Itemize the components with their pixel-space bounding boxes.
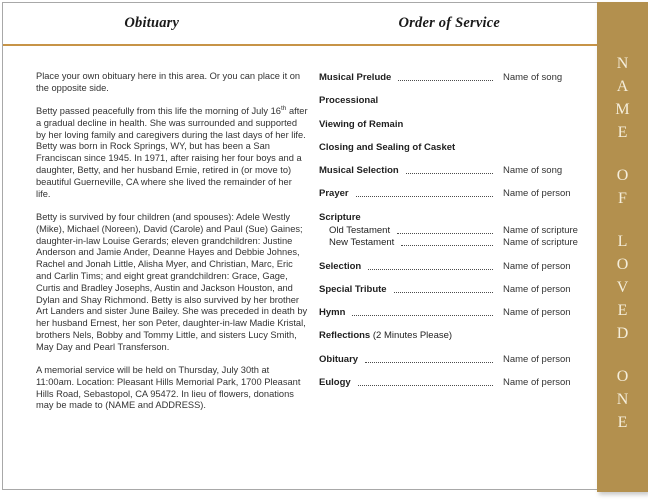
obituary-paragraph: Betty passed peacefully from this life the morning of July 16th after a gradual decline in health. She was surrounded and supported by her loving family and caregivers during the last days of her life. Betty was born in Rock Springs, WY, but has been a San Franciscan since 1945. In 1971, after raising her four boys and a daughter, Betty, and her husband Ernie, retired in (or move to) beautiful Guerneville, CA where she lived the remainder of her life. <box>36 105 308 199</box>
obituary-paragraph: Place your own obituary here in this area. Or you can place it on the opposite side. <box>36 71 301 93</box>
dotted-leader <box>398 80 493 81</box>
service-item-value: Name of person <box>503 353 571 365</box>
banner-letter: D <box>616 325 629 342</box>
service-item-row <box>329 225 583 236</box>
service-item-row <box>319 212 583 223</box>
service-item-row <box>319 119 583 130</box>
obituary-section-title: Obituary <box>124 15 180 31</box>
service-item-label: Musical Prelude <box>319 72 392 83</box>
service-item-label: Scripture <box>319 211 361 223</box>
service-item-value: Name of scripture <box>503 237 578 249</box>
service-item-label: Processional <box>319 95 379 107</box>
service-item-label: Closing and Sealing of Casket <box>319 141 456 153</box>
service-item-note: (2 Minutes Please) <box>370 330 453 342</box>
service-item-label: Old Testament <box>329 224 391 236</box>
service-item-value: Name of person <box>503 260 571 272</box>
banner-letter: A <box>616 78 629 95</box>
banner-word <box>617 230 629 345</box>
service-item-row <box>319 95 583 106</box>
service-item-value: Name of scripture <box>503 224 578 236</box>
service-item-label: Viewing of Remain <box>319 118 404 130</box>
service-item-row <box>319 330 583 341</box>
service-item-value: Name of song <box>503 72 563 83</box>
dotted-leader <box>401 245 493 246</box>
dotted-leader <box>358 385 493 386</box>
service-item-label: Musical Selection <box>319 165 399 177</box>
dotted-leader <box>365 362 493 363</box>
service-item-row <box>319 165 583 176</box>
obituary-paragraph: Betty is survived by four children (and spouses): Adele Westly (Mike), Michael (Noreen), David (Carole) and Paul (Sue) Gaines; daughter-in-law Louise Gerards; eleven grandchildren: Justine Anderson and Jamie Ander, Deanne Hayes and Debbie Johnes, Rachel and Jonah Little, Alisha Myer, and Christian, Marc, Eric and Carlin Tims; and eight great grandchildren: Grace, Gage, Curtis and Bradley Josephs, Austin and Jackson Houston, and Dylan and Shay Richmond. Betty is also survived by her brother Art Landers and sister June Bailey. She was preceded in death by her husband Ernest, her son Peter, daughter-in-law Madie Kristal, brothers Nels, Bobby and Tommy Little, and sisters Lucy Smith, May Day and Pearl Transferson. <box>36 211 308 352</box>
banner-letter: N <box>616 391 629 408</box>
service-item-value: Name of person <box>503 307 571 319</box>
order-of-service-list <box>319 72 583 400</box>
banner-letter: O <box>616 167 629 184</box>
banner-letter: V <box>616 279 629 296</box>
service-item-label: Reflections <box>319 330 371 342</box>
banner-word <box>615 52 629 144</box>
order-of-service-section-title: Order of Service <box>398 15 500 31</box>
banner-letter: E <box>617 414 628 431</box>
dotted-leader <box>397 233 493 234</box>
dotted-leader <box>352 315 493 316</box>
service-item-row <box>319 188 583 199</box>
service-item-value: Name of person <box>503 377 571 389</box>
obituary-text-block <box>36 71 308 424</box>
service-item-row <box>319 142 583 153</box>
dotted-leader <box>406 173 493 174</box>
dotted-leader <box>394 292 493 293</box>
banner-letter: M <box>615 101 630 118</box>
service-item-row <box>319 307 583 318</box>
loved-one-name-banner <box>597 2 648 492</box>
service-item-label: Hymn <box>319 307 346 319</box>
service-item-row <box>319 377 583 388</box>
service-item-label: Selection <box>319 260 362 272</box>
banner-word <box>617 164 629 210</box>
banner-letter: E <box>617 302 628 319</box>
page-header <box>3 3 598 46</box>
service-item-label: Special Tribute <box>319 283 387 295</box>
banner-letter: E <box>617 124 628 141</box>
service-item-row <box>319 284 583 295</box>
dotted-leader <box>356 196 493 197</box>
service-item-value: Name of song <box>503 165 563 177</box>
obituary-paragraph: A memorial service will be held on Thursday, July 30th at 11:00am. Location: Pleasant Hills Memorial Park, 1700 Pleasant Hills Road, Sebastopol, CA 95472. In lieu of flowers, donations may be made to (NAME and ADDRESS). <box>36 365 301 411</box>
service-item-label: Eulogy <box>319 377 351 389</box>
service-item-row <box>319 261 583 272</box>
service-item-row <box>329 237 583 248</box>
banner-word <box>617 365 629 434</box>
service-item-label: Obituary <box>319 353 359 365</box>
service-item-row <box>319 72 583 83</box>
banner-letter: N <box>616 55 629 72</box>
service-item-value: Name of person <box>503 283 571 295</box>
program-page <box>2 2 645 490</box>
banner-letter: O <box>616 256 629 273</box>
banner-letter: O <box>616 368 629 385</box>
banner-letter: F <box>618 190 627 207</box>
service-item-label: New Testament <box>329 237 395 249</box>
banner-letter: L <box>617 233 628 250</box>
service-item-value: Name of person <box>503 188 571 200</box>
service-item-label: Prayer <box>319 188 349 200</box>
dotted-leader <box>368 269 493 270</box>
service-item-row <box>319 354 583 365</box>
